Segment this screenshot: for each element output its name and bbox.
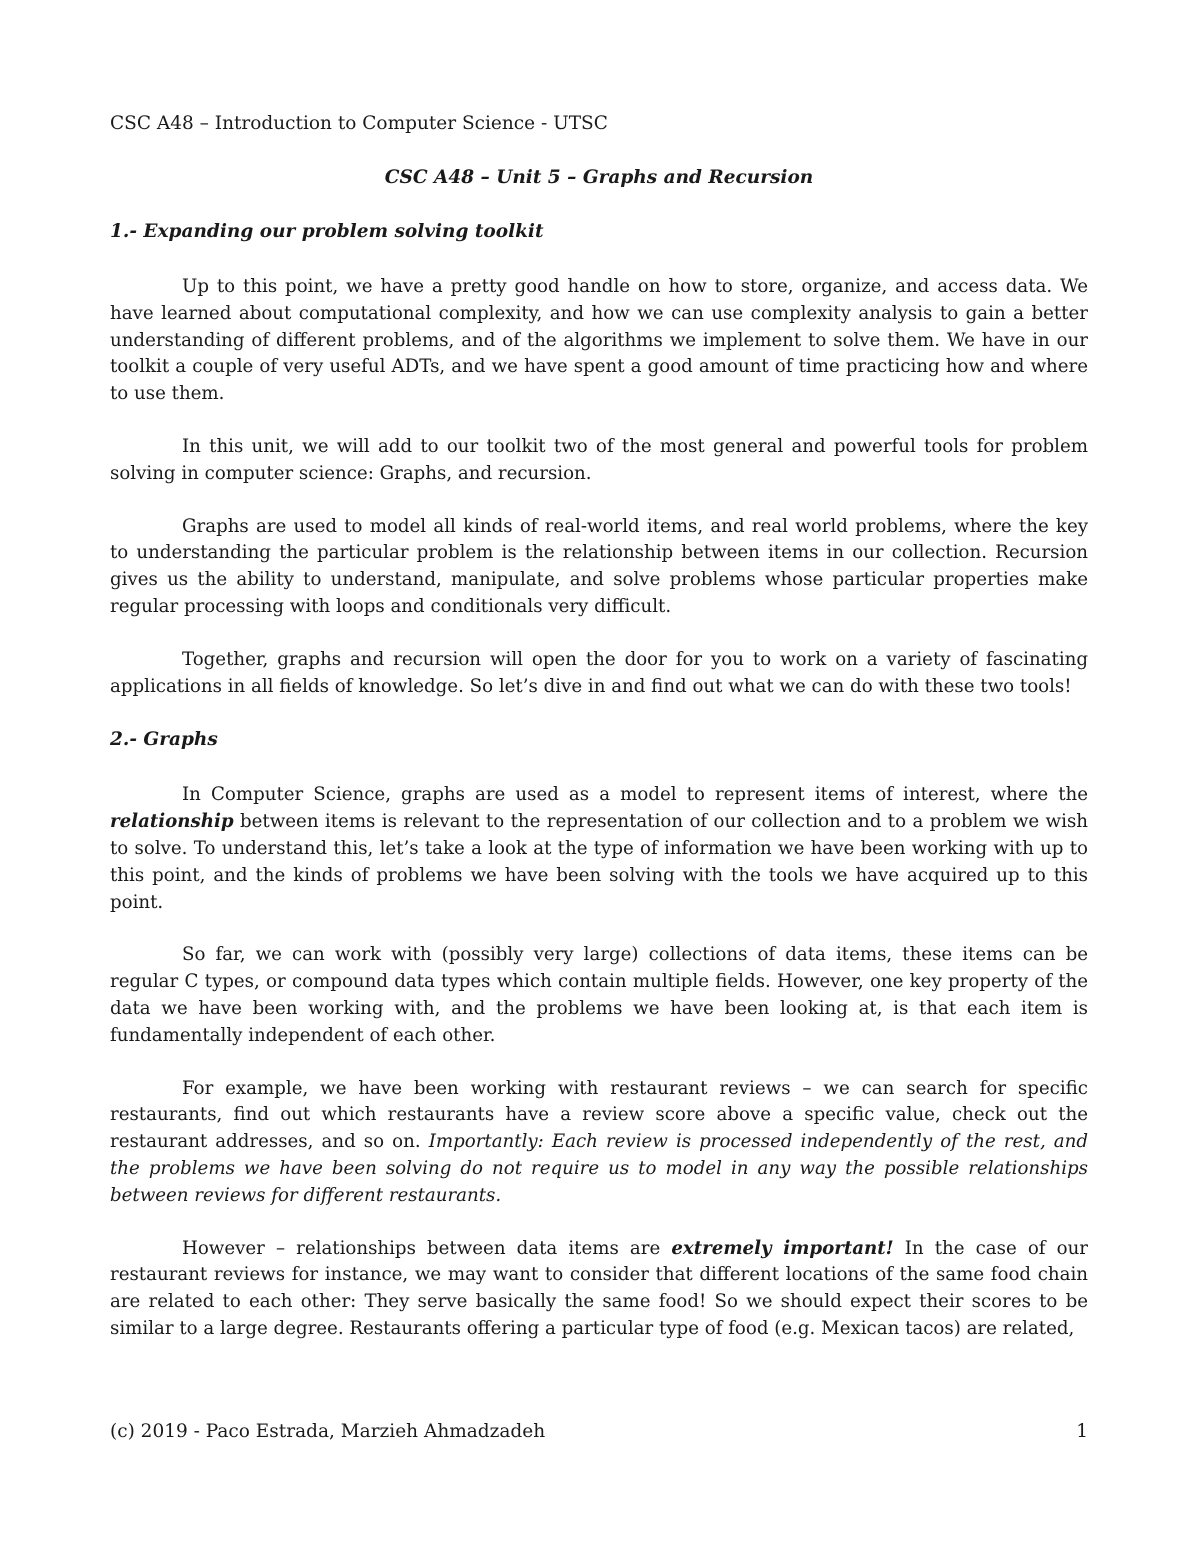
- page-footer: [110, 1418, 1088, 1446]
- emphasis-extremely-important: extremely important!: [671, 1237, 894, 1259]
- emphasis-relationship: relationship: [110, 811, 234, 833]
- footer-page-number: 1: [1076, 1421, 1088, 1442]
- course-header: CSC A48 – Introduction to Computer Science - UTSC: [110, 113, 608, 134]
- text-run: In Computer Science, graphs are used as a model to represent items of interest, where the: [182, 784, 1088, 806]
- section1-paragraph-4: Together, graphs and recursion will open the door for you to work on a variety of fascinating applications in all fields of knowledge. So let’s dive in and find out what we can do with these two tools!: [110, 648, 1088, 697]
- section2-paragraph-2: So far, we can work with (possibly very large) collections of data items, these items can be regular C types, or compound data types which contain multiple fields. However, one key property of the data we have been working with, and the problems we have been looking at, is that each item is fundamentally independent of each other.: [110, 944, 1088, 1046]
- section1-paragraph-2: In this unit, we will add to our toolkit two of the most general and powerful tools for problem solving in computer science: Graphs, and recursion.: [110, 435, 1088, 484]
- italic-note: Importantly: Each review is processed independently of the rest, and the problems we have been solving do not require us to model in any way the possible relationships between reviews for different restaurants.: [110, 1131, 1089, 1206]
- page-title: CSC A48 – Unit 5 – Graphs and Recursion: [384, 167, 814, 188]
- text-run: between items is relevant to the representation of our collection and to a problem we wish to solve. To understand this, let’s take a look at the type of information we have been working with up to this point, and the kinds of problems we have been solving with the tools we have acquired up to this point.: [110, 811, 1088, 913]
- text-run: For example, we have been working with restaurant reviews – we can search for specific restaurants, find out which restaurants have a review score above a specific value, check out the restaurant addresses, and so on.: [110, 1077, 1088, 1153]
- text-run: In the case of our restaurant reviews for instance, we may want to consider that different locations of the same food chain are related to each other: They serve basically the same food! So we should expect their scores to be similar to a large degree. Restaurants offering a particular type of food (e.g. Mexican tacos) are related,: [110, 1237, 1088, 1339]
- section-heading-2: 2.- Graphs: [110, 729, 218, 751]
- section1-paragraph-3: Graphs are used to model all kinds of real-world items, and real world problems, where the key to understanding the particular problem is the relationship between items in our collection. Recursion gives us the ability to understand, manipulate, and solve problems whose particular properties make regular processing with loops and conditionals very difficult.: [110, 515, 1088, 617]
- document-page: [110, 110, 1088, 1510]
- section2-paragraph-3: [110, 1076, 1088, 1210]
- section2-paragraph-4: [110, 1236, 1088, 1343]
- section-heading-1: 1.- Expanding our problem solving toolkit: [110, 221, 544, 242]
- footer-copyright: (c) 2019 - Paco Estrada, Marzieh Ahmadzadeh: [110, 1421, 546, 1442]
- section2-paragraph-1: [110, 782, 1088, 916]
- text-run: However – relationships between data items are: [182, 1237, 672, 1259]
- section1-paragraph-1: Up to this point, we have a pretty good handle on how to store, organize, and access data. We have learned about computational complexity, and how we can use complexity analysis to gain a better understanding of different problems, and of the algorithms we implement to solve them. We have in our toolkit a couple of very useful ADTs, and we have spent a good amount of time practicing how and where to use them.: [110, 276, 1088, 405]
